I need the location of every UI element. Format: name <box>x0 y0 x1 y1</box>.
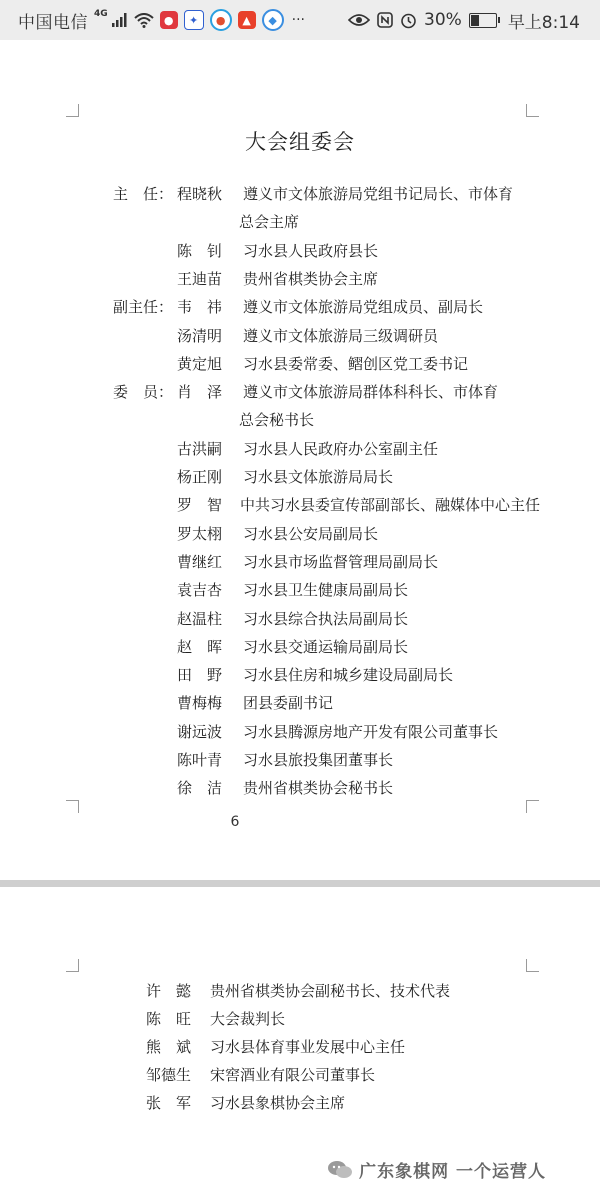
member-position: 贵州省棋类协会秘书长 <box>243 779 394 798</box>
member-name: 许 懿 <box>146 982 192 1000</box>
member-position: 习水县文体旅游局局长 <box>243 468 394 486</box>
member-name: 汤清明 <box>177 326 223 345</box>
member-position: 习水县人民政府县长 <box>243 241 379 260</box>
member-position: 习水县腾源房地产开发有限公司董事长 <box>243 722 499 741</box>
member-position: 遵义市文体旅游局群体科科长、市体育 <box>243 383 499 402</box>
page-corner-mark <box>66 800 79 813</box>
member-position-continued: 总会主席 <box>239 213 300 232</box>
member-name: 程晓秋 <box>177 185 223 203</box>
member-position: 大会裁判长 <box>210 1010 286 1028</box>
signal-icon <box>112 13 128 27</box>
page-corner-mark <box>526 959 539 972</box>
member-position: 贵州省棋类协会主席 <box>243 269 379 288</box>
member-position: 习水县人民政府办公室副主任 <box>243 439 439 458</box>
page-number: 6 <box>230 814 240 830</box>
app-icon: ● <box>210 9 232 31</box>
member-name: 邹德生 <box>146 1066 192 1084</box>
watermark <box>327 1157 546 1182</box>
role-label: 副主任： <box>113 298 174 317</box>
eye-icon <box>348 13 370 27</box>
member-name: 黄定旭 <box>177 354 223 373</box>
member-name: 张 军 <box>146 1094 192 1112</box>
document-title: 大会组委会 <box>245 130 355 154</box>
battery-icon <box>469 13 497 28</box>
member-name: 韦 祎 <box>177 298 223 317</box>
member-position: 习水县委常委、鳛创区党工委书记 <box>243 354 469 373</box>
member-name: 陈 钊 <box>177 241 223 260</box>
baidu-app-icon: ✦ <box>184 10 204 30</box>
page-separator <box>0 880 600 887</box>
member-position: 中共习水县委宣传部副部长、融媒体中心主任 <box>240 496 541 515</box>
document-page-2 <box>0 887 600 1200</box>
nfc-icon <box>377 12 393 28</box>
member-position: 遵义市文体旅游局三级调研员 <box>243 326 439 345</box>
member-position: 习水县住房和城乡建设局副局长 <box>243 666 454 685</box>
mic-app-icon: ● <box>160 11 178 29</box>
member-position: 习水县公安局副局长 <box>243 524 379 543</box>
member-name: 罗太栩 <box>177 524 223 543</box>
network-type: 4G <box>94 9 108 19</box>
member-name: 王迪苗 <box>177 269 223 288</box>
member-position: 宋窖酒业有限公司董事长 <box>210 1066 376 1084</box>
watermark-text: 广东象棋网 一个运营人 <box>359 1162 546 1182</box>
member-position: 习水县市场监督管理局副局长 <box>243 552 439 571</box>
document-page-1 <box>0 40 600 880</box>
status-bar <box>0 0 600 40</box>
member-name: 古洪嗣 <box>177 439 223 458</box>
member-position-continued: 总会秘书长 <box>239 411 315 430</box>
member-name: 肖 泽 <box>177 383 223 402</box>
member-name: 陈叶青 <box>177 751 223 769</box>
member-position: 贵州省棋类协会副秘书长、技术代表 <box>210 982 451 1000</box>
member-name: 曹梅梅 <box>177 694 223 713</box>
role-label: 委 员： <box>113 383 174 402</box>
member-name: 曹继红 <box>177 552 223 571</box>
member-position: 习水县象棋协会主席 <box>210 1094 346 1112</box>
page-corner-mark <box>526 104 539 117</box>
member-name: 赵 晖 <box>177 637 223 656</box>
member-position: 团县委副书记 <box>243 694 334 713</box>
clock-time: 早上8:14 <box>507 12 580 33</box>
member-name: 田 野 <box>177 666 223 685</box>
member-name: 赵温柱 <box>177 609 223 628</box>
page-corner-mark <box>66 104 79 117</box>
alarm-icon <box>400 12 417 29</box>
app-icon: ◆ <box>262 9 284 31</box>
member-position: 习水县体育事业发展中心主任 <box>210 1038 406 1056</box>
page-corner-mark <box>66 959 79 972</box>
member-name: 陈 旺 <box>146 1010 192 1028</box>
member-name: 谢远波 <box>177 722 223 741</box>
member-position: 习水县旅投集团董事长 <box>243 751 394 769</box>
member-name: 杨正刚 <box>177 468 223 486</box>
page-corner-mark <box>526 800 539 813</box>
wifi-icon <box>134 13 154 28</box>
member-name: 袁吉杏 <box>177 581 223 600</box>
member-position: 习水县卫生健康局副局长 <box>243 581 409 600</box>
carrier-name: 中国电信 <box>18 12 88 33</box>
member-position: 习水县交通运输局副局长 <box>243 637 409 656</box>
app-icon: ▲ <box>238 11 256 29</box>
member-name: 熊 斌 <box>146 1038 192 1056</box>
more-icon: ··· <box>291 12 306 28</box>
member-position: 遵义市文体旅游局党组成员、副局长 <box>243 298 484 317</box>
wechat-icon <box>327 1159 353 1181</box>
member-position: 习水县综合执法局副局长 <box>243 609 409 628</box>
role-label: 主 任： <box>113 185 174 203</box>
member-name: 徐 洁 <box>177 779 223 798</box>
battery-percent: 30% <box>424 10 462 30</box>
member-name: 罗 智 <box>177 496 223 515</box>
member-position: 遵义市文体旅游局党组书记局长、市体育 <box>243 185 514 203</box>
